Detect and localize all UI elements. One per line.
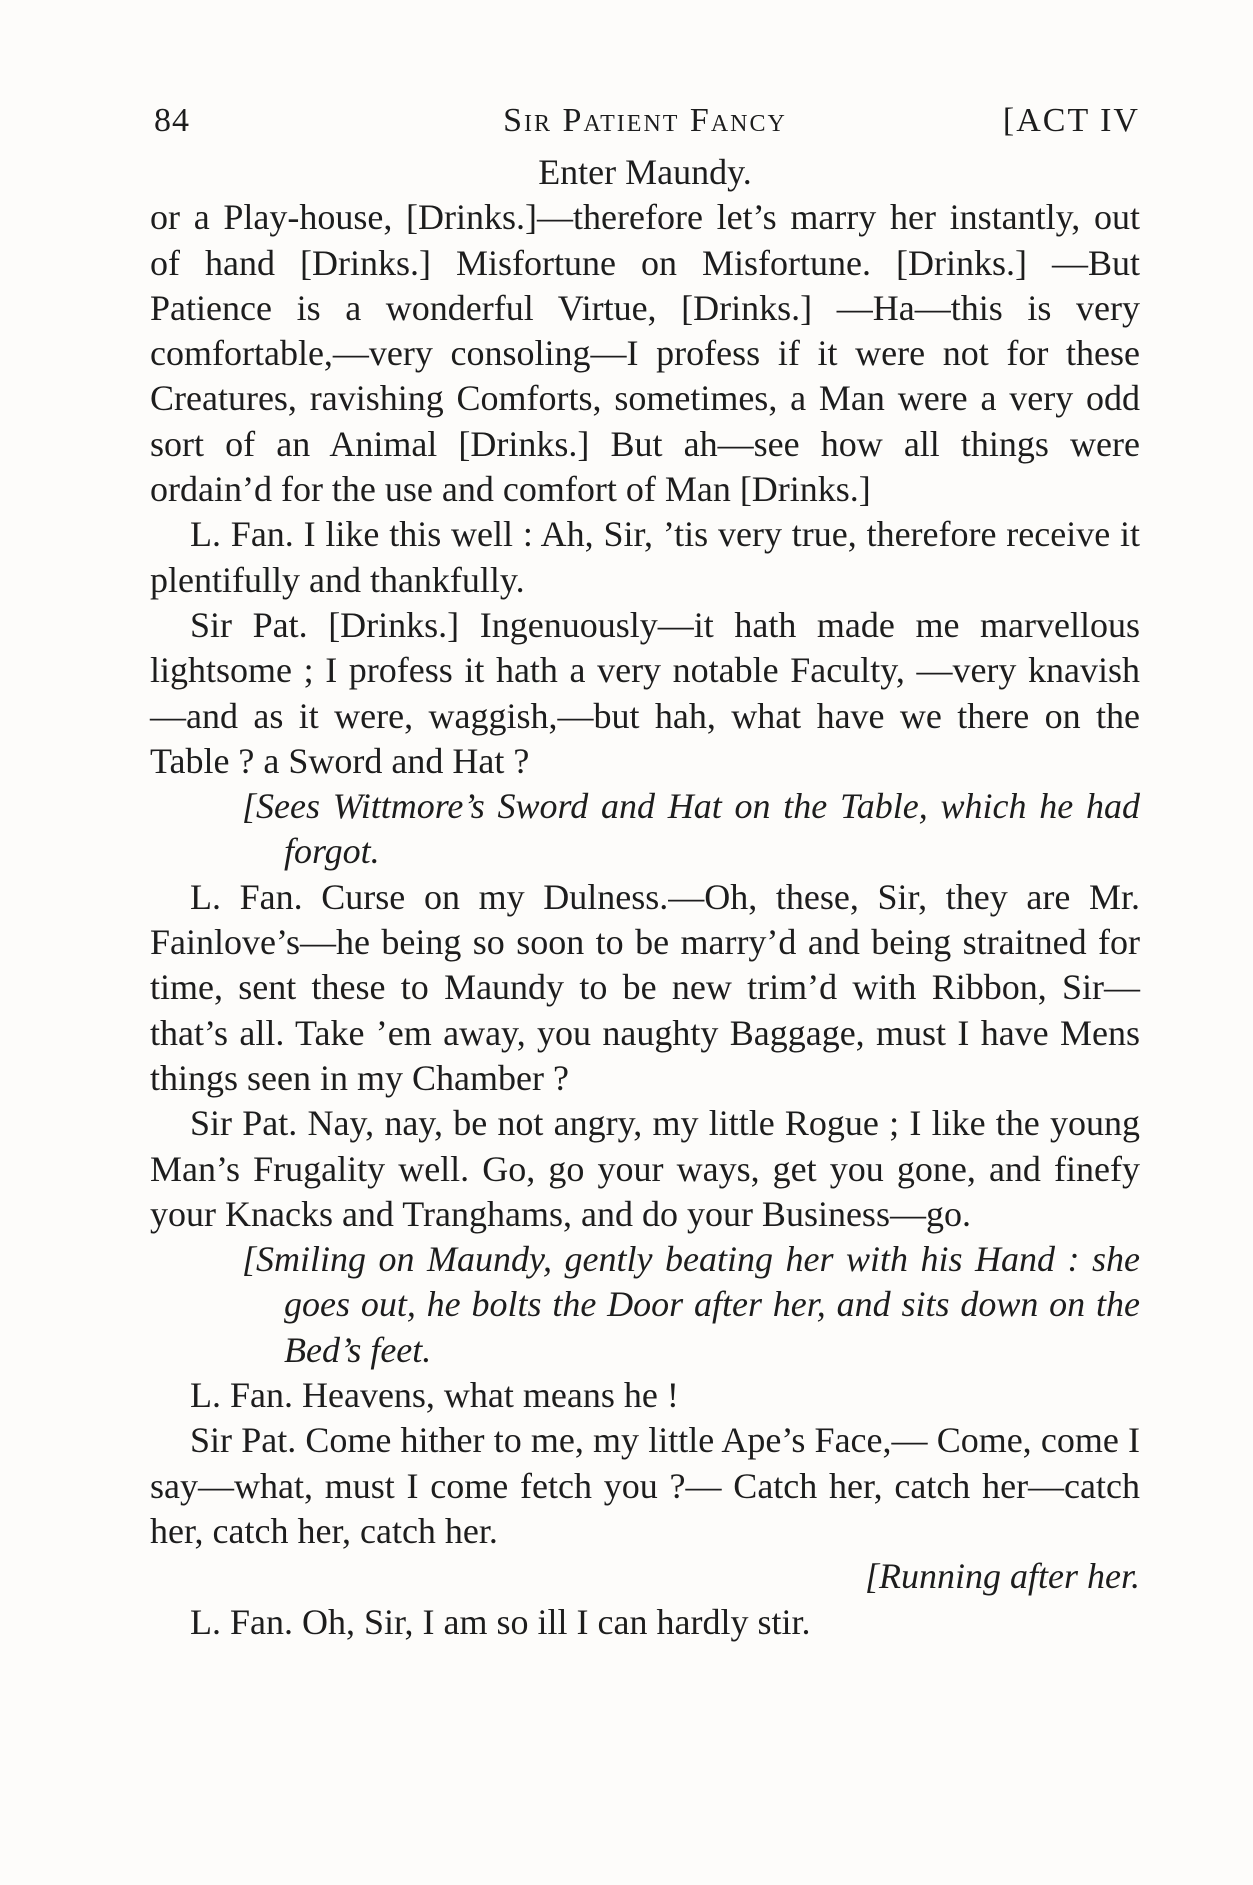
paragraph-4: L. Fan. Curse on my Dulness.—Oh, these, Sir, they are Mr. Fainlove’s—he being so soon to be marry’d and being straitned for time, sent these to Maundy to be new trim’d with Ribbon, Sir—that’s all. Take ’em away, you naughty Baggage, must I have Mens things seen in my Chamber ? <box>150 876 1140 1098</box>
page-number: 84 <box>154 102 190 139</box>
stage-direction-1: [Sees Wittmore’s Sword and Hat on the Table, which he had forgot. <box>242 786 1140 872</box>
paragraph-6: L. Fan. Heavens, what means he ! <box>190 1375 679 1416</box>
paragraph-7: Sir Pat. Come hither to me, my little Ape’s Face,— Come, come I say—what, must I come fetch you ?— Catch her, catch her—catch her, catch her, catch her. <box>150 1420 1140 1551</box>
stage-direction-2: [Smiling on Maundy, gently beating her with his Hand : she goes out, he bolts the Door after her, and sits down on the Bed’s feet. <box>242 1239 1140 1370</box>
paragraph-8: L. Fan. Oh, Sir, I am so ill I can hardly stir. <box>190 1601 811 1642</box>
paragraph-5: Sir Pat. Nay, nay, be not angry, my little Rogue ; I like the young Man’s Frugality well. Go, go your ways, get you gone, and finefy your Knacks and Tranghams, and do your Business—go. <box>150 1103 1140 1234</box>
paragraph-2: L. Fan. I like this well : Ah, Sir, ’tis very true, therefore receive it plentifully and thankfully. <box>150 514 1140 600</box>
running-header <box>150 90 1140 150</box>
stage-direction-3: [Running after her. <box>865 1556 1140 1597</box>
paragraph-1: or a Play-house, [Drinks.]—therefore let’s marry her instantly, out of hand [Drinks.] Misfortune on Misfortune. [Drinks.] —But Patience is a wonderful Virtue, [Drinks.] —Ha—this is very comfortable,—very consoling—I profess if it were not for these Creatures, ravishing Comforts, sometimes, a Man were a very odd sort of an Animal [Drinks.] But ah—see how all things were ordain’d for the use and comfort of Man [Drinks.] <box>150 197 1140 510</box>
paragraph-3: Sir Pat. [Drinks.] Ingenuously—it hath made me marvellous lightsome ; I profess it hath a very notable Faculty, —very knavish—and as it were, waggish,—but hah, what have we there on the Table ? a Sword and Hat ? <box>150 604 1140 781</box>
act-label: [ACT IV <box>1002 102 1140 139</box>
stage-entry: Enter Maundy. <box>538 152 752 192</box>
running-title: Sir Patient Fancy <box>503 102 787 139</box>
book-page <box>150 90 1140 1645</box>
page-body <box>150 150 1140 1645</box>
